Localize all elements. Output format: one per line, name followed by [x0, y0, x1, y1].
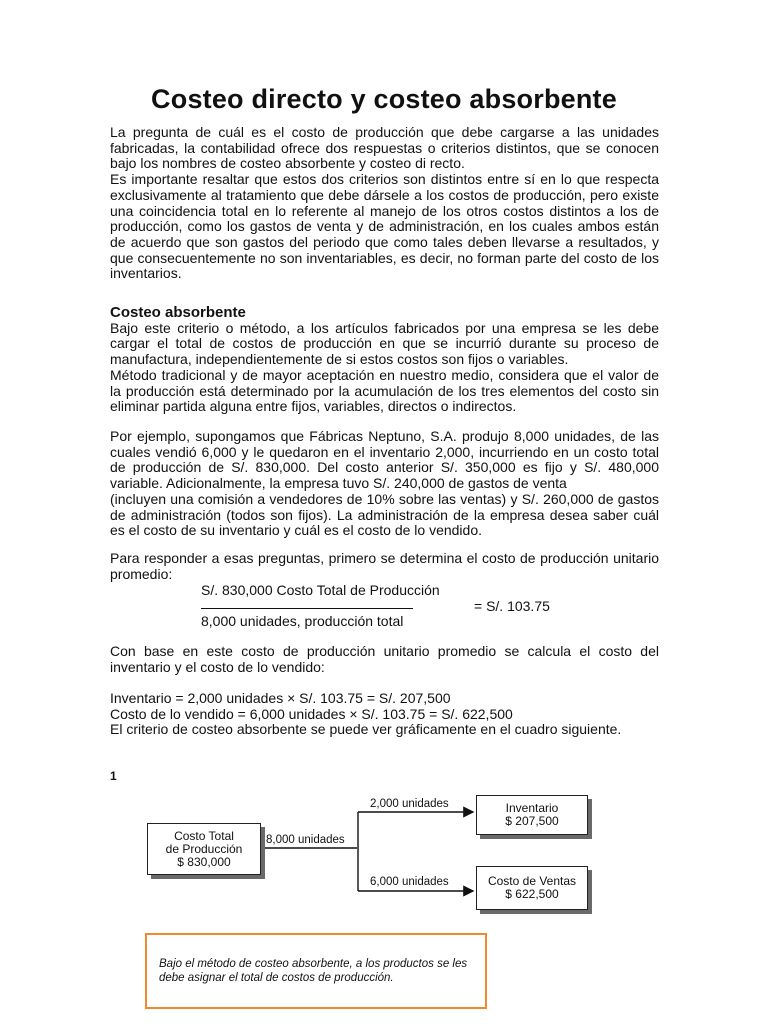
- sold-calc: Costo de lo vendido = 6,000 unidades × S/. 103.75 = S/. 622,500: [110, 705, 513, 722]
- unit-cost-paragraph: Para responder a esas preguntas, primero se determina el costo de producción unitario promedio:: [110, 550, 659, 582]
- example-paragraph-1: Por ejemplo, supongamos que Fábricas Neptuno, S.A. produjo 8,000 unidades, de las cuales vendió 6,000 y le quedaron en el inventario 2,000, incurriendo en un costo total de producción de S/. 830,000. Del costo anterior S/. 350,000 es fijo y S/. 480,000 variable. Adicionalmente, la empresa tuvo S/. 240,000 de gastos de venta: [110, 428, 659, 492]
- ventas-line-2: $ 622,500: [505, 887, 559, 901]
- section-heading: Costeo absorbente: [110, 304, 246, 321]
- ventas-box: [476, 866, 588, 910]
- source-box: [147, 823, 261, 875]
- inventory-calc: Inventario = 2,000 unidades × S/. 103.75 = S/. 207,500: [110, 690, 451, 706]
- figure-reference: El criterio de costeo absorbente se puede ver gráficamente en el cuadro siguiente.: [110, 721, 622, 738]
- absorbente-paragraph-1: Bajo este criterio o método, a los artículos fabricados por una empresa se les debe cargar el total de costos de producción en que se incurrió durante su proceso de manufactura, independientemente de si estos costos son fijos o variables.: [110, 319, 659, 368]
- source-line-2: de Producción: [165, 841, 243, 856]
- intro-paragraph-1: La pregunta de cuál es el costo de producción que debe cargarse a las unidades fabricadas, la contabilidad ofrece dos respuestas o criterios distintos, que se conocen bajo los nombres de costeo absorbente y costeo di recto.: [110, 124, 659, 172]
- figure-number: 1: [110, 769, 117, 783]
- absorbente-paragraph-2: Método tradicional y de mayor aceptación en nuestro medio, considera que el valor de la producción está determinado por la acumulación de los tres elementos del costo sin eliminar partida alguna entre fijos, variables, directos o indirectos.: [110, 366, 659, 415]
- source-line-3: $ 830,000: [177, 854, 231, 869]
- ventas-line-1: Costo de Ventas: [487, 874, 577, 888]
- page-title: Costeo directo y costeo absorbente: [151, 84, 617, 114]
- fraction-denominator: 8,000 unidades, producción total: [201, 613, 404, 629]
- figure-caption-box: [145, 933, 487, 1009]
- top-flow-label: 2,000 unidades: [370, 798, 449, 810]
- example-paragraph-2: (incluyen una comisión a vendedores de 10% sobre las ventas) y S/. 260,000 de gastos de administración (todos son fijos). La administración de la empresa desea saber cuál es el costo de su inventario y cuál es el costo de lo vendido.: [110, 490, 659, 539]
- bottom-flow-label: 6,000 unidades: [370, 876, 449, 888]
- inventario-line-2: $ 207,500: [505, 814, 559, 828]
- main-flow-label: 8,000 unidades: [266, 834, 345, 846]
- figure-caption: Bajo el método de costeo absorbente, a los productos se les debe asignar el total de costos de producción.: [159, 958, 468, 984]
- fraction-numerator: S/. 830,000 Costo Total de Producción: [201, 582, 440, 598]
- inventario-line-1: Inventario: [505, 801, 559, 815]
- calc-paragraph: Con base en este costo de producción unitario promedio se calcula el costo del inventario y el costo de lo vendido:: [110, 643, 659, 675]
- inventario-box: [476, 795, 588, 835]
- intro-paragraph-2: Es importante resaltar que estos dos criterios son distintos entre sí en lo que respecta exclusivamente al tratamiento que debe dársele a los costos de producción, pero existe una coincidencia total en lo referente al manejo de los otros costos distintos a los de producción, como los gastos de venta y de administración, en los cuales ambos están de acuerdo que son gastos del periodo que como tales deben llevarse a resultados, y que consecuentemente no son inventariables, es decir, no forman parte del costo de los inventarios.: [110, 171, 659, 282]
- fraction-result: = S/. 103.75: [474, 598, 550, 614]
- source-line-1: Costo Total: [174, 828, 234, 843]
